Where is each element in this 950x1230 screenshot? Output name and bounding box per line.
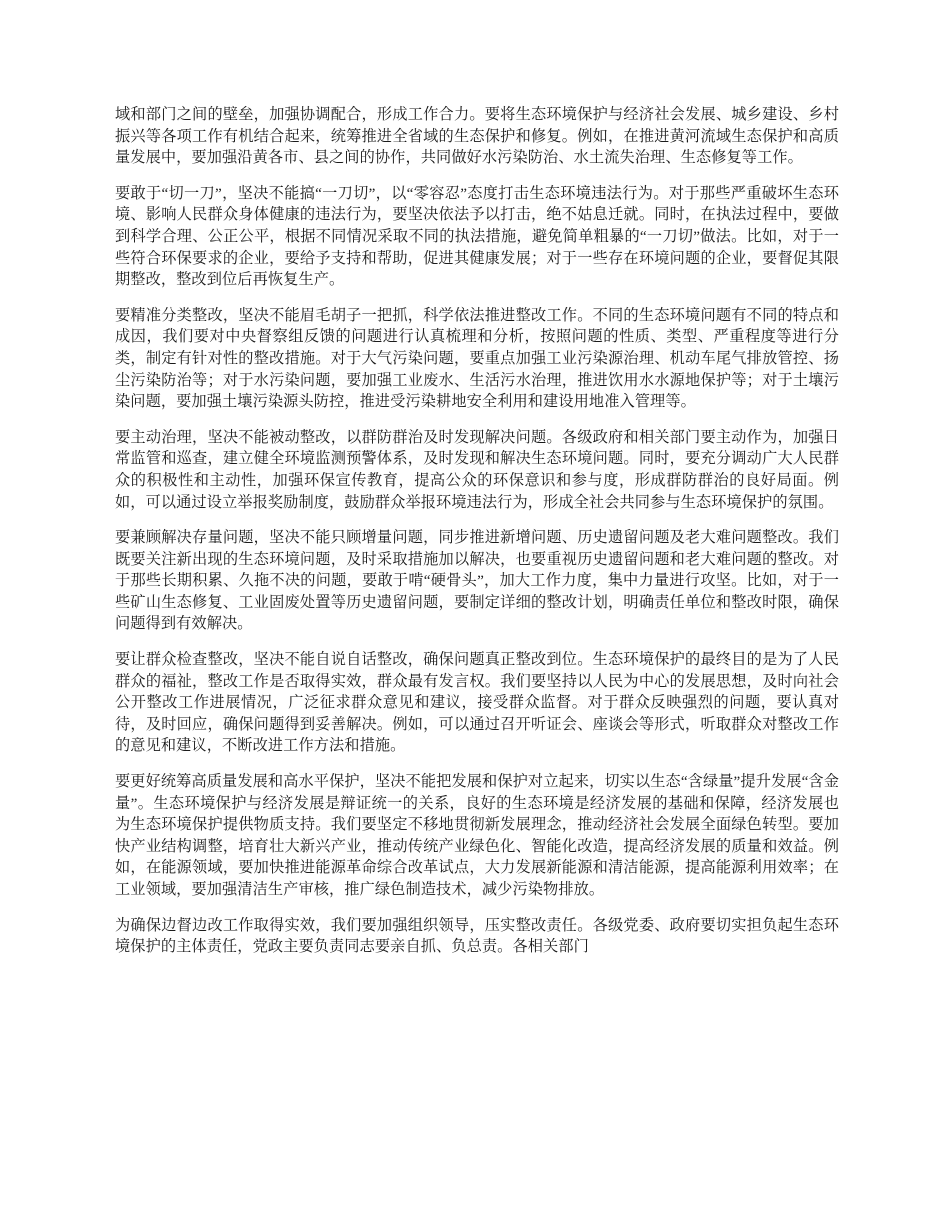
paragraph: 要兼顾解决存量问题，坚决不能只顾增量问题，同步推进新增问题、历史遗留问题及老大难问题整改。我们既要关注新出现的生态环境问题，及时采取措施加以解决，也要重视历史遗留问题和老大难问题的整改。对于那些长期积累、久拖不决的问题，要敢于啃“硬骨头”，加大工作力度，集中力量进行攻坚。比如，对于一些矿山生态修复、工业固废处置等历史遗留问题，要制定详细的整改计划，明确责任单位和整改时限，确保问题得到有效解决。 [115, 529, 839, 633]
paragraph: 要敢于“切一刀”，坚决不能搞“一刀切”，以“零容忍”态度打击生态环境违法行为。对于那些严重破坏生态环境、影响人民群众身体健康的违法行为，要坚决依法予以打击，绝不姑息迁就。同时，在执法过程中，要做到科学合理、公正公平，根据不同情况采取不同的执法措施，避免简单粗暴的“一刀切”做法。比如，对于一些符合环保要求的企业，要给予支持和帮助，促进其健康发展；对于一些存在环境问题的企业，要督促其限期整改，整改到位后再恢复生产。 [115, 184, 839, 289]
paragraph: 要精准分类整改，坚决不能眉毛胡子一把抓，科学依法推进整改工作。不同的生态环境问题有不同的特点和成因，我们要对中央督察组反馈的问题进行认真梳理和分析，按照问题的性质、类型、严重程度等进行分类，制定有针对性的整改措施。对于大气污染问题，要重点加强工业污染源治理、机动车尾气排放管控、扬尘污染防治等；对于水污染问题，要加强工业废水、生活污水治理，推进饮用水水源地保护等；对于土壤污染问题，要加强土壤污染源头防控，推进受污染耕地安全利用和建设用地准入管理等。 [115, 306, 839, 411]
paragraph: 要主动治理，坚决不能被动整改，以群防群治及时发现解决问题。各级政府和相关部门要主动作为，加强日常监管和巡查，建立健全环境监测预警体系，及时发现和解决生态环境问题。同时，要充分调动广大人民群众的积极性和主动性，加强环保宣传教育，提高公众的环保意识和参与度，形成群防群治的良好局面。例如，可以通过设立举报奖励制度，鼓励群众举报环境违法行为，形成全社会共同参与生态环境保护的氛围。 [115, 428, 839, 511]
paragraph: 域和部门之间的壁垒，加强协调配合，形成工作合力。要将生态环境保护与经济社会发展、城乡建设、乡村振兴等各项工作有机结合起来，统筹推进全省域的生态保护和修复。例如，在推进黄河流域生态保护和高质量发展中，要加强沿黄各市、县之间的协作，共同做好水污染防治、水土流失治理、生态修复等工作。 [115, 106, 839, 167]
paragraph: 要更好统筹高质量发展和高水平保护，坚决不能把发展和保护对立起来，切实以生态“含绿量”提升发展“含金量”。生态环境保护与经济发展是辩证统一的关系，良好的生态环境是经济发展的基础和保障，经济发展也为生态环境保护提供物质支持。我们要坚定不移地贯彻新发展理念，推动经济社会发展全面绿色转型。要加快产业结构调整，培育壮大新兴产业，推动传统产业绿色化、智能化改造，提高经济发展的质量和效益。例如，在能源领域，要加快推进能源革命综合改革试点，大力发展新能源和清洁能源，提高能源利用效率；在工业领域，要加强清洁生产审核，推广绿色制造技术，减少污染物排放。 [115, 773, 839, 898]
paragraph: 要让群众检查整改，坚决不能自说自话整改，确保问题真正整改到位。生态环境保护的最终目的是为了人民群众的福祉，整改工作是否取得实效，群众最有发言权。我们要坚持以人民为中心的发展思想，及时向社会公开整改工作进展情况，广泛征求群众意见和建议，接受群众监督。对于群众反映强烈的问题，要认真对待，及时回应，确保问题得到妥善解决。例如，可以通过召开听证会、座谈会等形式，听取群众对整改工作的意见和建议，不断改进工作方法和措施。 [115, 651, 839, 755]
paragraph: 为确保边督边改工作取得实效，我们要加强组织领导，压实整改责任。各级党委、政府要切实担负起生态环境保护的主体责任，党政主要负责同志要亲自抓、负总责。各相关部门 [115, 916, 839, 956]
document-text-body [115, 104, 839, 958]
